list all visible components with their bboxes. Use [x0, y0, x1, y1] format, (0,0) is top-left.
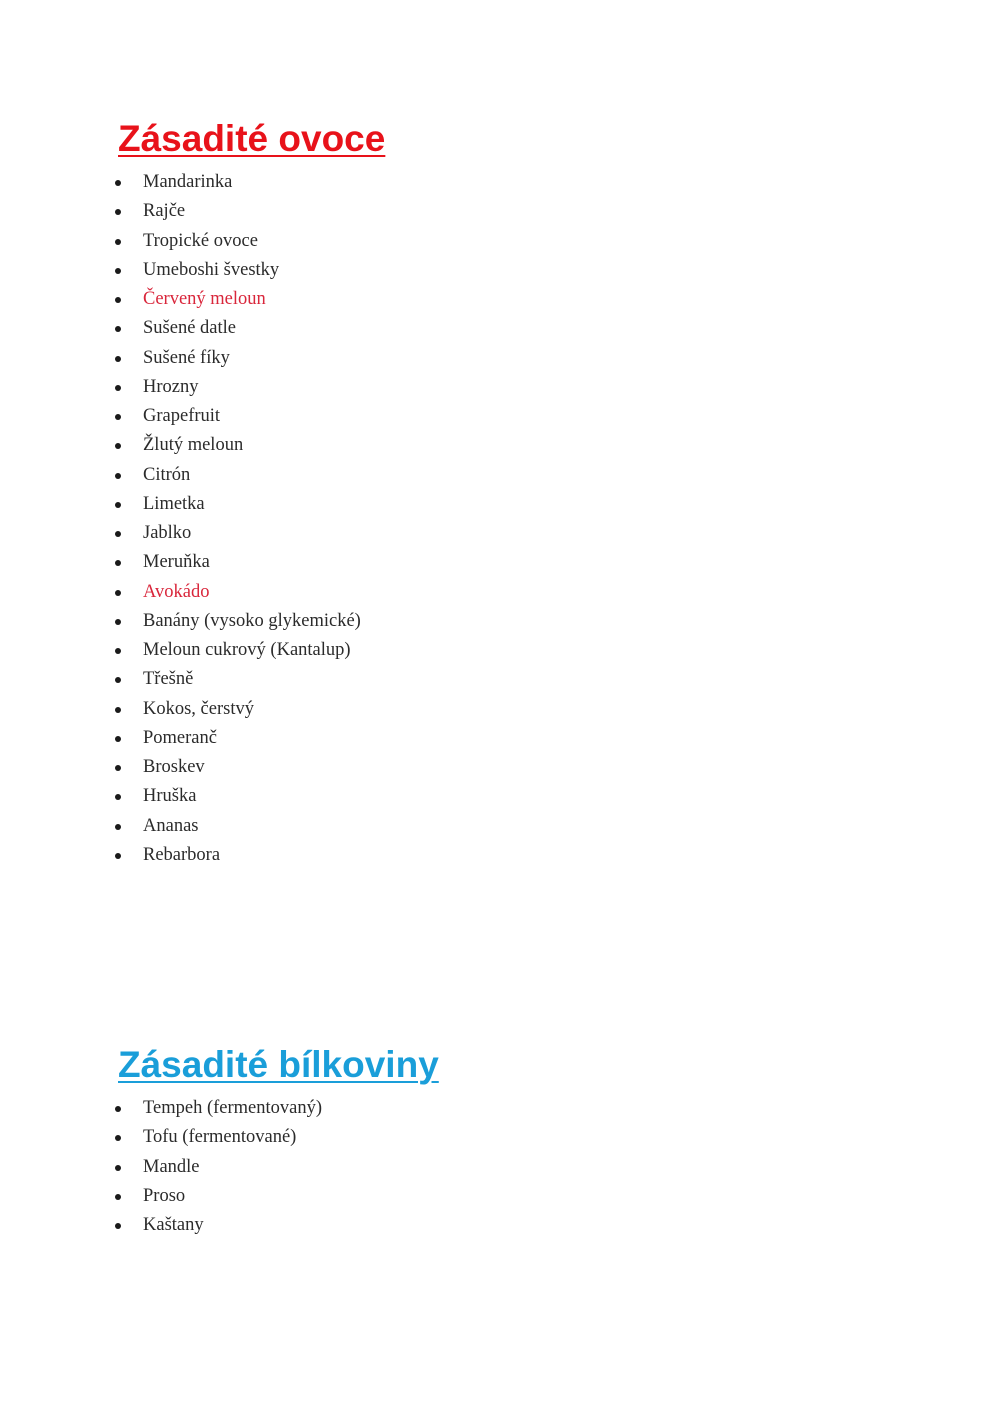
list-item [118, 256, 385, 285]
bullet-icon [115, 1194, 121, 1200]
list-item-label: Kaštany [143, 1215, 204, 1235]
alkaline-protein-section [118, 1042, 439, 1240]
list-item [118, 724, 385, 753]
bullet-icon [115, 707, 121, 713]
fruit-heading: Zásadité ovoce [118, 118, 386, 159]
list-item-label: Tropické ovoce [143, 230, 258, 251]
fruit-list [118, 168, 385, 870]
list-item [118, 402, 385, 431]
list-item [118, 636, 385, 665]
list-item [118, 782, 385, 811]
list-item-label: Grapefruit [143, 406, 221, 426]
list-item-label: Citrón [143, 464, 191, 485]
list-item-label: Jablko [143, 523, 192, 543]
bullet-icon [115, 209, 121, 215]
list-item [118, 431, 385, 460]
list-item-label: Mandarinka [143, 172, 233, 192]
list-item-label: Hrozny [143, 376, 199, 397]
list-item [118, 314, 385, 343]
list-item [118, 841, 385, 870]
list-item-label: Broskev [143, 757, 205, 777]
list-item [118, 227, 385, 256]
list-item-label: Třešně [143, 669, 194, 690]
bullet-icon [115, 824, 121, 830]
list-item [118, 285, 385, 314]
list-item [118, 1094, 439, 1123]
list-item-label: Proso [143, 1185, 186, 1206]
bullet-icon [115, 180, 121, 186]
list-item-label: Sušené fíky [143, 347, 230, 368]
protein-heading: Zásadité bílkoviny [118, 1044, 439, 1085]
alkaline-fruit-section [118, 116, 385, 870]
list-item-label: Sušené datle [143, 318, 236, 339]
list-item [118, 607, 385, 636]
bullet-icon [115, 268, 121, 274]
list-item [118, 461, 385, 490]
bullet-icon [115, 1106, 121, 1112]
bullet-icon [115, 473, 121, 479]
list-item-label: Tofu (fermentované) [143, 1127, 297, 1148]
list-item-label: Avokádo [143, 581, 210, 602]
list-item [118, 1123, 439, 1152]
bullet-icon [115, 736, 121, 742]
bullet-icon [115, 1165, 121, 1171]
list-item [118, 1211, 439, 1240]
list-item-label: Červený meloun [143, 289, 266, 309]
bullet-icon [115, 356, 121, 362]
bullet-icon [115, 531, 121, 537]
bullet-icon [115, 502, 121, 508]
list-item-label: Umeboshi švestky [143, 259, 280, 280]
list-item [118, 753, 385, 782]
list-item-label: Banány (vysoko glykemické) [143, 610, 361, 631]
list-item-label: Hruška [143, 786, 197, 807]
list-item [118, 548, 385, 577]
list-item-label: Meloun cukrový (Kantalup) [143, 640, 351, 660]
bullet-icon [115, 385, 121, 391]
bullet-icon [115, 590, 121, 596]
bullet-icon [115, 443, 121, 449]
list-item [118, 197, 385, 226]
list-item [118, 519, 385, 548]
list-item [118, 1153, 439, 1182]
bullet-icon [115, 326, 121, 332]
list-item-label: Žlutý meloun [143, 435, 244, 456]
bullet-icon [115, 239, 121, 245]
bullet-icon [115, 794, 121, 800]
list-item [118, 344, 385, 373]
list-item [118, 490, 385, 519]
list-item [118, 168, 385, 197]
list-item-label: Rajče [143, 201, 186, 222]
bullet-icon [115, 853, 121, 859]
list-item [118, 812, 385, 841]
bullet-icon [115, 1135, 121, 1141]
bullet-icon [115, 648, 121, 654]
list-item-label: Ananas [143, 815, 199, 836]
bullet-icon [115, 619, 121, 625]
protein-list [118, 1094, 439, 1240]
list-item [118, 665, 385, 694]
list-item-label: Tempeh (fermentovaný) [143, 1098, 323, 1118]
list-item-label: Kokos, čerstvý [143, 698, 254, 719]
bullet-icon [115, 1223, 121, 1229]
list-item-label: Rebarbora [143, 844, 221, 865]
bullet-icon [115, 297, 121, 303]
bullet-icon [115, 765, 121, 771]
list-item-label: Mandle [143, 1156, 200, 1177]
list-item [118, 578, 385, 607]
bullet-icon [115, 677, 121, 683]
list-item-label: Limetka [143, 493, 205, 514]
list-item [118, 373, 385, 402]
list-item [118, 1182, 439, 1211]
bullet-icon [115, 560, 121, 566]
list-item-label: Meruňka [143, 552, 210, 573]
list-item [118, 695, 385, 724]
list-item-label: Pomeranč [143, 727, 217, 748]
bullet-icon [115, 414, 121, 420]
